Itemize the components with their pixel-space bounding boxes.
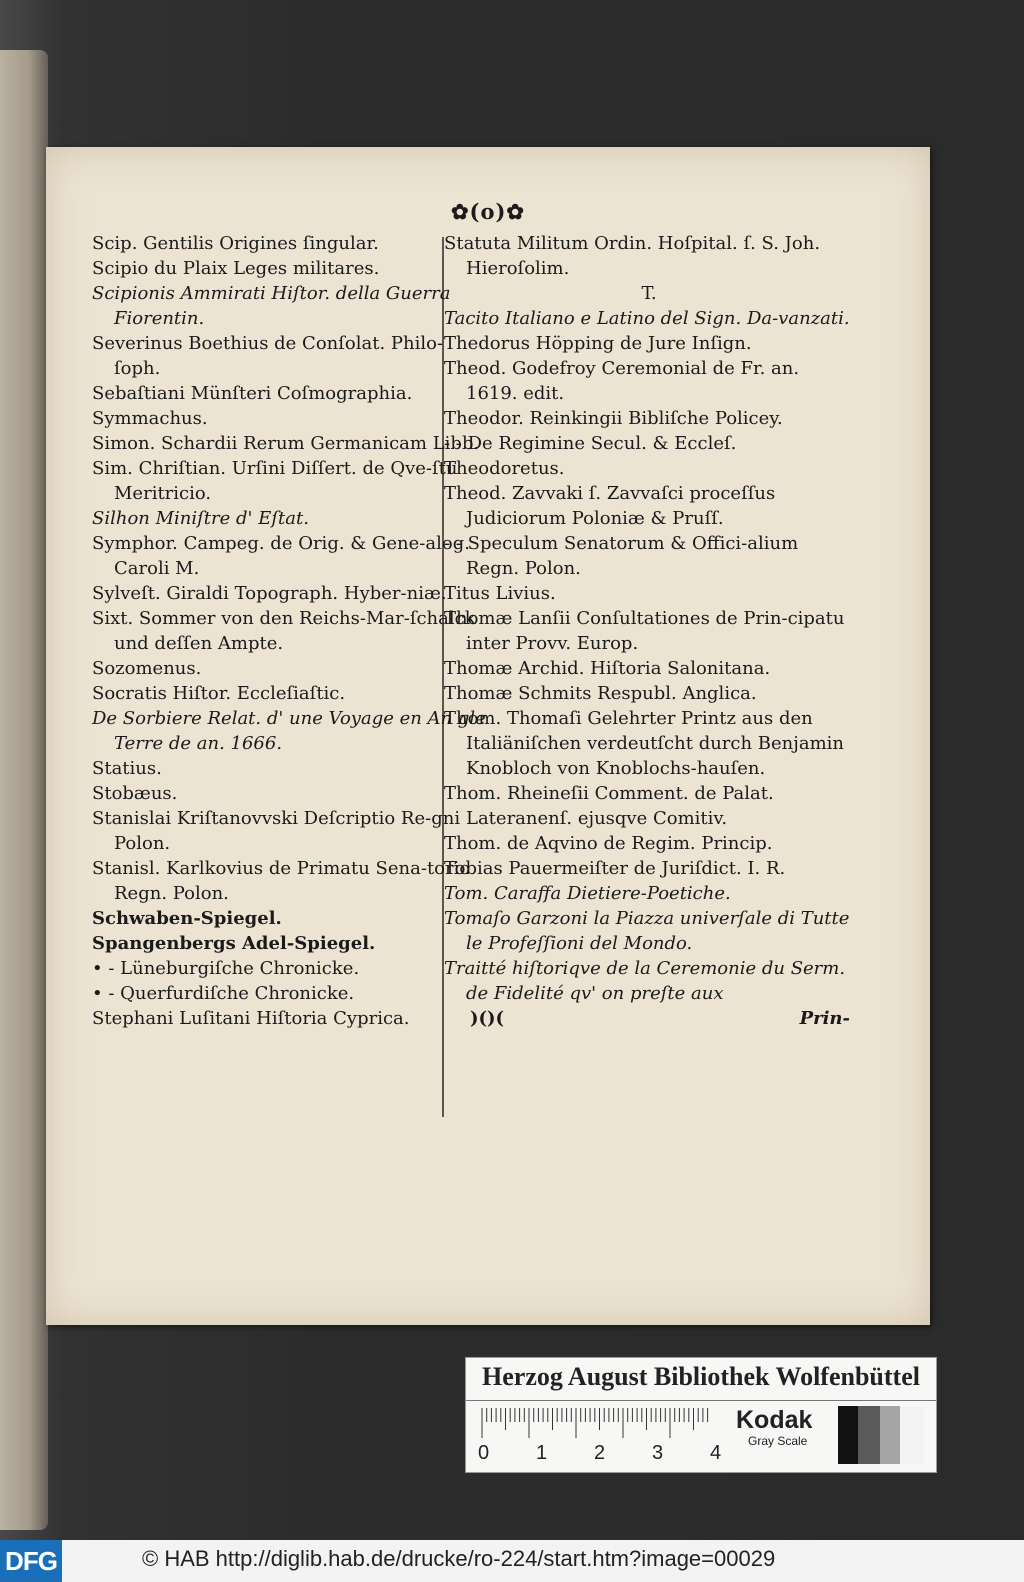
- left-page-edge: [0, 50, 48, 1530]
- index-entry: Thomæ Schmits Respubl. Anglica.: [444, 683, 757, 704]
- index-entry: Traitté hiſtoriqve de la Ceremonie du Serm. de Fidelité qv' on preſte aux: [444, 958, 846, 1004]
- ruler: [478, 1406, 718, 1442]
- left-column: [92, 231, 488, 1031]
- index-entry: Scipio du Plaix Leges militares.: [92, 258, 380, 279]
- index-entry: - - De Regimine Secul. & Eccleſ.: [444, 433, 737, 454]
- index-entry: De Sorbiere Relat. d' une Voyage en An gle Terre de an. 1666.: [92, 708, 486, 754]
- index-entry: Theod. Zavvaki ſ. Zavvaſci proceſſus Judiciorum Poloniæ & Pruſſ.: [444, 483, 776, 529]
- index-entry: Thedorus Höpping de Jure Inſign.: [444, 333, 752, 354]
- ruler-number: 1: [536, 1442, 548, 1464]
- index-entry: Theodor. Reinkingii Bibliſche Policey.: [444, 408, 783, 429]
- target-divider: [466, 1400, 936, 1401]
- patch-black: [838, 1406, 858, 1464]
- target-title: Herzog August Bibliothek Wolfenbüttel: [482, 1362, 920, 1391]
- patch-white: [900, 1406, 924, 1464]
- footer-copyright-link[interactable]: © HAB http://diglib.hab.de/drucke/ro-224/start.htm?image=00029: [142, 1546, 776, 1571]
- index-entry: Thomæ Archid. Hiſtoria Salonitana.: [444, 658, 771, 679]
- index-entry: Socratis Hiſtor. Eccleſiaſtic.: [92, 683, 346, 704]
- index-entry: Tobias Pauermeiſter de Juriſdict. I. R.: [444, 858, 786, 879]
- index-entry: Sim. Chriſtian. Urſini Diſſert. de Qve-ſtu Meritricio.: [92, 458, 458, 504]
- index-entry: Thom. de Aqvino de Regim. Princip.: [444, 833, 773, 854]
- kodak-subtitle: Gray Scale: [748, 1434, 808, 1448]
- index-entry: Theod. Godefroy Ceremonial de Fr. an. 1619. edit.: [444, 358, 800, 404]
- ruler-number: 4: [710, 1442, 722, 1464]
- kodak-logo: Kodak: [736, 1406, 813, 1434]
- index-entry: Stanisl. Karlkovius de Primatu Sena-torio Regn. Polon.: [92, 858, 471, 904]
- index-entry: Tom. Caraffa Dietiere-Poetiche.: [444, 883, 731, 904]
- index-entry: Scipionis Ammirati Hiſtor. della Guerra Fiorentin.: [92, 283, 451, 329]
- index-entry: Scip. Gentilis Origines ſingular.: [92, 233, 379, 254]
- ruler-number: 2: [594, 1442, 606, 1464]
- index-entry: Stobæus.: [92, 783, 178, 804]
- index-entry: Sylveſt. Giraldi Topograph. Hyber-niæ.: [92, 583, 447, 604]
- signature-mark: )()(: [470, 1008, 505, 1029]
- patch-dark-gray: [858, 1406, 880, 1464]
- index-entry: Sebaſtiani Münſteri Coſmographia.: [92, 383, 413, 404]
- index-entry: Spangenbergs Adel-Spiegel.: [92, 933, 376, 954]
- page-header: ✿(o)✿: [450, 199, 526, 224]
- index-entry: Statius.: [92, 758, 162, 779]
- index-entry: Sozomenus.: [92, 658, 202, 679]
- index-entry: Severinus Boethius de Conſolat. Philo-ſoph.: [92, 333, 444, 379]
- right-column: [444, 231, 854, 1032]
- index-entry: Sixt. Sommer von den Reichs-Mar-ſchalck und deſſen Ampte.: [92, 608, 476, 654]
- index-entry: - - Speculum Senatorum & Offici-alium Regn. Polon.: [444, 533, 799, 579]
- index-entry: Statuta Militum Ordin. Hoſpital. ſ. S. Joh. Hieroſolim.: [444, 233, 821, 279]
- ruler-numbers: [478, 1442, 728, 1466]
- index-entry: • - Querfurdiſche Chronicke.: [92, 983, 355, 1004]
- index-entry: Thomæ Lanſii Conſultationes de Prin-cipatu inter Provv. Europ.: [444, 608, 845, 654]
- index-entry: Symmachus.: [92, 408, 208, 429]
- index-entry: Titus Livius.: [444, 583, 556, 604]
- index-entry: Silhon Miniſtre d' Eſtat.: [92, 508, 309, 529]
- signature-line: [444, 1006, 854, 1032]
- index-entry: Schwaben-Spiegel.: [92, 908, 282, 929]
- ruler-number: 3: [652, 1442, 664, 1464]
- dfg-logo: DFG: [0, 1540, 62, 1582]
- index-entry: • - Lüneburgiſche Chronicke.: [92, 958, 360, 979]
- index-entry: Simon. Schardii Rerum Germanicam Libb.: [92, 433, 480, 454]
- index-entry: T.: [641, 283, 657, 304]
- index-entry: Theodoretus.: [444, 458, 565, 479]
- catchword: Prin-: [799, 1008, 850, 1029]
- index-entry: Thom. Thomaſi Gelehrter Printz aus den Italiäniſchen verdeutſcht durch Benjamin Knobloch von Knoblochs-hauſen.: [444, 708, 845, 779]
- ruler-number: 0: [478, 1442, 490, 1464]
- footer-bar: [0, 1540, 1024, 1582]
- book-page: [46, 147, 930, 1325]
- index-entry: Symphor. Campeg. de Orig. & Gene-alog. Caroli M.: [92, 533, 470, 579]
- index-entry: Thom. Rheineſii Comment. de Palat. Lateranenſ. ejusqve Comitiv.: [444, 783, 774, 829]
- gray-scale-patches: [838, 1406, 924, 1464]
- index-entry: Tomaſo Garzoni la Piazza univerſale di Tutte le Profeſſioni del Mondo.: [444, 908, 850, 954]
- index-entry: Stanislai Kriſtanovvski Deſcriptio Re-gni Polon.: [92, 808, 461, 854]
- color-target: [465, 1357, 937, 1473]
- index-entry: Stephani Luſitani Hiſtoria Cyprica.: [92, 1008, 410, 1029]
- index-entry: Tacito Italiano e Latino del Sign. Da-vanzati.: [444, 308, 850, 329]
- patch-mid-gray: [880, 1406, 900, 1464]
